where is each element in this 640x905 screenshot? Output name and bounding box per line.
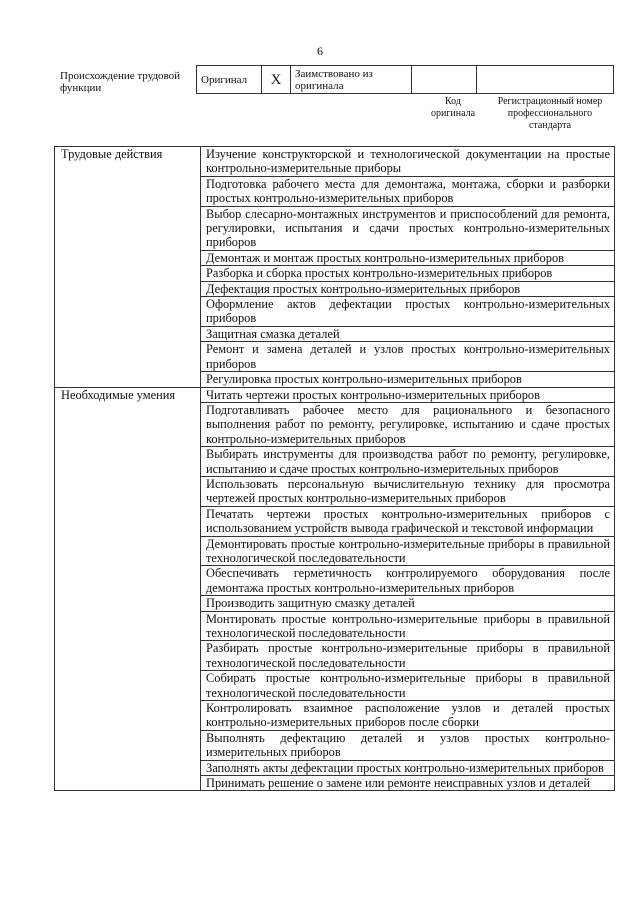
skill-item: Разбирать простые контрольно-измерительные приборы в правильной технологической последовательности [201,641,615,671]
labor-action-item: Оформление актов дефектации простых контрольно-измерительных приборов [201,297,615,327]
skill-row [55,387,615,402]
skill-item: Собирать простые контрольно-измерительные приборы в правильной технологической последовательности [201,671,615,701]
skill-item: Производить защитную смазку деталей [201,596,615,611]
origin-label: Происхождение трудовой функции [60,70,181,94]
skill-item: Выполнять дефектацию деталей и узлов простых контрольно-измерительных приборов [201,730,615,760]
origin-table [196,65,614,94]
page-number: 6 [317,44,323,58]
skill-section-label: Необходимые умения [55,387,201,791]
reg-caption: Регистрационный номер профессионального стандарта [497,96,603,131]
labor-action-item: Подготовка рабочего места для демонтажа, монтажа, сборки и разборки простых контрольно-измерительных приборов [201,176,615,206]
skill-item: Контролировать взаимное расположение узлов и деталей простых контрольно-измерительных приборов после сборки [201,701,615,731]
labor-action-item: Демонтаж и монтаж простых контрольно-измерительных приборов [201,250,615,265]
labor-action-row [55,147,615,177]
labor-action-section-label: Трудовые действия [55,147,201,388]
skill-item: Монтировать простые контрольно-измерительные приборы в правильной технологической последовательности [201,611,615,641]
code-caption: Код оригинала [430,96,476,119]
skill-item: Читать чертежи простых контрольно-измерительных приборов [201,387,615,402]
labor-action-item: Дефектация простых контрольно-измерительных приборов [201,281,615,296]
skill-item: Демонтировать простые контрольно-измерительные приборы в правильной технологической последовательности [201,536,615,566]
skill-item: Принимать решение о замене или ремонте неисправных узлов и деталей [201,776,615,791]
labor-action-item: Разборка и сборка простых контрольно-измерительных приборов [201,266,615,281]
skill-item: Печатать чертежи простых контрольно-измерительных приборов с использованием устройств вывода графической и текстовой информации [201,506,615,536]
skill-item: Обеспечивать герметичность контролируемого оборудования после демонтажа простых контрольно-измерительных приборов [201,566,615,596]
labor-action-item: Регулировка простых контрольно-измерительных приборов [201,372,615,387]
labor-action-item: Защитная смазка деталей [201,326,615,341]
skill-item: Подготавливать рабочее место для рационального и безопасного выполнения работ по ремонту, регулировке, испытанию и сдаче простых контрольно-измерительных приборов [201,402,615,446]
labor-action-item: Ремонт и замена деталей и узлов простых контрольно-измерительных приборов [201,342,615,372]
code-cell [412,66,477,94]
original-mark: X [262,66,291,94]
borrowed-cell: Заимствовано из оригинала [291,66,412,94]
reg-number-cell [477,66,614,94]
skill-item: Выбирать инструменты для производства работ по ремонту, регулировке, испытанию и сдаче простых контрольно-измерительных приборов [201,447,615,477]
original-cell: Оригинал [197,66,262,94]
skill-item: Использовать персональную вычислительную технику для просмотра чертежей простых контрольно-измерительных приборов [201,476,615,506]
labor-function-table [54,146,615,791]
labor-action-item: Изучение конструкторской и технологической документации на простые контрольно-измерительные приборы [201,147,615,177]
skill-item: Заполнять акты дефектации простых контрольно-измерительных приборов [201,760,615,775]
labor-action-item: Выбор слесарно-монтажных инструментов и приспособлений для ремонта, регулировки, испытания и сдачи простых контрольно-измерительных приборов [201,206,615,250]
